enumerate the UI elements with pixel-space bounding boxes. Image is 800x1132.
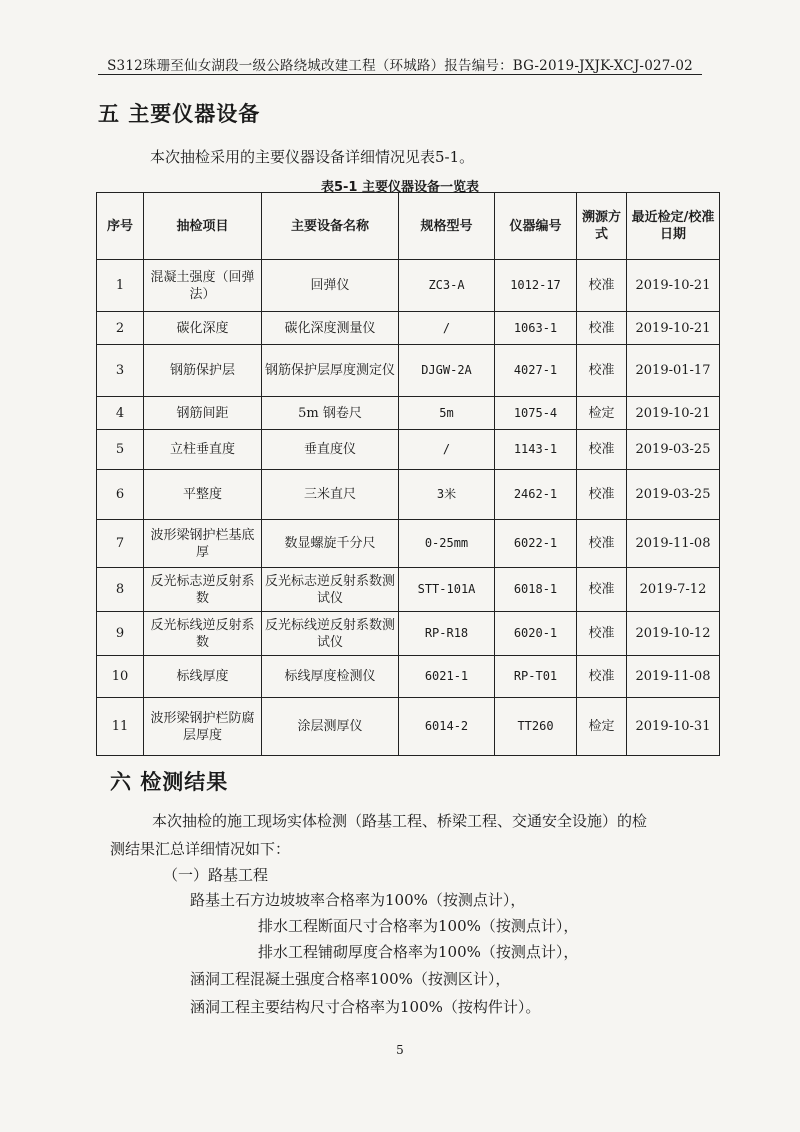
model-cell: RP-R18 <box>399 612 495 656</box>
table-row <box>97 520 720 568</box>
table-row <box>97 568 720 612</box>
model-cell: 6014-2 <box>399 698 495 756</box>
traceability-cell: 校准 <box>577 612 627 656</box>
result-item: 排水工程铺砌厚度合格率为100%（按测点计）， <box>258 943 579 961</box>
inspection-item-cell: 混凝土强度（回弹法） <box>144 260 262 312</box>
equipment-name-cell: 三米直尺 <box>262 470 399 520</box>
traceability-cell: 校准 <box>577 520 627 568</box>
calibration-date-cell: 2019-10-21 <box>627 312 720 345</box>
table-row <box>97 312 720 345</box>
calibration-date-cell: 2019-10-31 <box>627 698 720 756</box>
model-cell: 0-25mm <box>399 520 495 568</box>
traceability-cell: 校准 <box>577 430 627 470</box>
header-divider <box>98 74 702 75</box>
row-number-cell: 3 <box>97 345 144 397</box>
equipment-name-cell: 回弹仪 <box>262 260 399 312</box>
equipment-name-cell: 标线厚度检测仪 <box>262 656 399 698</box>
equipment-name-cell: 反光标线逆反射系数测试仪 <box>262 612 399 656</box>
table-row <box>97 698 720 756</box>
result-item: 涵洞工程主要结构尺寸合格率为100%（按构件计）。 <box>190 998 541 1016</box>
inspection-item-cell: 碳化深度 <box>144 312 262 345</box>
calibration-date-cell: 2019-03-25 <box>627 430 720 470</box>
model-cell: / <box>399 312 495 345</box>
row-number-cell: 7 <box>97 520 144 568</box>
result-item: 排水工程断面尺寸合格率为100%（按测点计）， <box>258 917 579 935</box>
equipment-name-cell: 碳化深度测量仪 <box>262 312 399 345</box>
equipment-name-cell: 涂层测厚仪 <box>262 698 399 756</box>
inspection-item-cell: 反光标线逆反射系数 <box>144 612 262 656</box>
result-item: 路基土石方边坡坡率合格率为100%（按测点计）， <box>190 891 526 909</box>
equipment-name-cell: 数显螺旋千分尺 <box>262 520 399 568</box>
instrument-id-cell: 6022-1 <box>495 520 577 568</box>
instrument-id-cell: 6020-1 <box>495 612 577 656</box>
header-cell: 规格型号 <box>399 193 495 260</box>
model-cell: 5m <box>399 397 495 430</box>
header-cell: 仪器编号 <box>495 193 577 260</box>
row-number-cell: 11 <box>97 698 144 756</box>
subsection-subgrade: （一）路基工程 <box>163 866 269 884</box>
calibration-date-cell: 2019-01-17 <box>627 345 720 397</box>
results-paragraph-line1: 本次抽检的施工现场实体检测（路基工程、桥梁工程、交通安全设施）的检 <box>152 812 648 830</box>
equipment-name-cell: 反光标志逆反射系数测试仪 <box>262 568 399 612</box>
header-cell: 主要设备名称 <box>262 193 399 260</box>
instrument-id-cell: RP-T01 <box>495 656 577 698</box>
row-number-cell: 1 <box>97 260 144 312</box>
table-header-row <box>97 193 720 260</box>
instrument-id-cell: 2462-1 <box>495 470 577 520</box>
traceability-cell: 校准 <box>577 345 627 397</box>
table-row <box>97 430 720 470</box>
equipment-name-cell: 5m 钢卷尺 <box>262 397 399 430</box>
calibration-date-cell: 2019-11-08 <box>627 520 720 568</box>
header-cell: 序号 <box>97 193 144 260</box>
instrument-id-cell: 1075-4 <box>495 397 577 430</box>
traceability-cell: 校准 <box>577 568 627 612</box>
inspection-item-cell: 反光标志逆反射系数 <box>144 568 262 612</box>
traceability-cell: 校准 <box>577 260 627 312</box>
inspection-item-cell: 平整度 <box>144 470 262 520</box>
instrument-id-cell: 1143-1 <box>495 430 577 470</box>
calibration-date-cell: 2019-03-25 <box>627 470 720 520</box>
header-cell: 溯源方式 <box>577 193 627 260</box>
row-number-cell: 9 <box>97 612 144 656</box>
section-intro: 本次抽检采用的主要仪器设备详细情况见表5-1。 <box>150 148 475 166</box>
row-number-cell: 4 <box>97 397 144 430</box>
calibration-date-cell: 2019-11-08 <box>627 656 720 698</box>
equipment-name-cell: 垂直度仪 <box>262 430 399 470</box>
instrument-id-cell: TT260 <box>495 698 577 756</box>
inspection-item-cell: 立柱垂直度 <box>144 430 262 470</box>
inspection-item-cell: 钢筋间距 <box>144 397 262 430</box>
result-item: 涵洞工程混凝土强度合格率100%（按测区计）， <box>190 970 511 988</box>
model-cell: DJGW-2A <box>399 345 495 397</box>
instrument-id-cell: 6018-1 <box>495 568 577 612</box>
traceability-cell: 检定 <box>577 397 627 430</box>
instrument-id-cell: 1012-17 <box>495 260 577 312</box>
model-cell: 3米 <box>399 470 495 520</box>
row-number-cell: 10 <box>97 656 144 698</box>
traceability-cell: 校准 <box>577 470 627 520</box>
table-row <box>97 612 720 656</box>
inspection-item-cell: 标线厚度 <box>144 656 262 698</box>
row-number-cell: 2 <box>97 312 144 345</box>
equipment-name-cell: 钢筋保护层厚度测定仪 <box>262 345 399 397</box>
page-number: 5 <box>396 1043 404 1057</box>
calibration-date-cell: 2019-10-21 <box>627 260 720 312</box>
table-row <box>97 656 720 698</box>
inspection-item-cell: 波形梁钢护栏防腐层厚度 <box>144 698 262 756</box>
results-paragraph-line2: 测结果汇总详细情况如下： <box>110 840 291 858</box>
model-cell: STT-101A <box>399 568 495 612</box>
equipment-table <box>96 192 720 756</box>
report-header: S312珠珊至仙女湖段一级公路绕城改建工程（环城路）报告编号：BG-2019-JXJK-XCJ-027-02 <box>107 58 693 74</box>
table-row <box>97 470 720 520</box>
table-caption: 表5-1 主要仪器设备一览表 <box>320 180 479 195</box>
section-title-results: 六 检测结果 <box>110 770 229 794</box>
header-cell: 最近检定/校准日期 <box>627 193 720 260</box>
table-row <box>97 260 720 312</box>
model-cell: 6021-1 <box>399 656 495 698</box>
calibration-date-cell: 2019-7-12 <box>627 568 720 612</box>
header-cell: 抽检项目 <box>144 193 262 260</box>
row-number-cell: 6 <box>97 470 144 520</box>
inspection-item-cell: 钢筋保护层 <box>144 345 262 397</box>
model-cell: / <box>399 430 495 470</box>
calibration-date-cell: 2019-10-21 <box>627 397 720 430</box>
inspection-item-cell: 波形梁钢护栏基底厚 <box>144 520 262 568</box>
traceability-cell: 检定 <box>577 698 627 756</box>
table-row <box>97 397 720 430</box>
model-cell: ZC3-A <box>399 260 495 312</box>
table-row <box>97 345 720 397</box>
row-number-cell: 5 <box>97 430 144 470</box>
instrument-id-cell: 4027-1 <box>495 345 577 397</box>
traceability-cell: 校准 <box>577 656 627 698</box>
row-number-cell: 8 <box>97 568 144 612</box>
traceability-cell: 校准 <box>577 312 627 345</box>
section-title-instruments: 五 主要仪器设备 <box>98 102 261 126</box>
instrument-id-cell: 1063-1 <box>495 312 577 345</box>
calibration-date-cell: 2019-10-12 <box>627 612 720 656</box>
